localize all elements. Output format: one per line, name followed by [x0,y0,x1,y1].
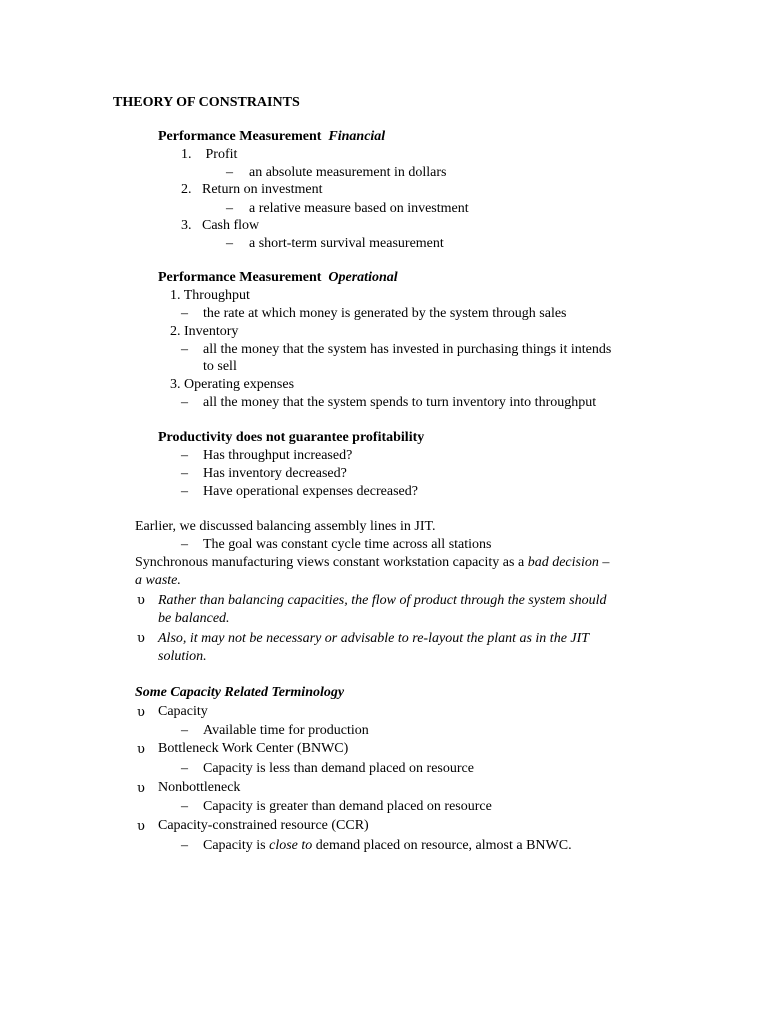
financial-item-label: Profit [205,147,238,162]
dash-marker: – [181,448,188,463]
operational-heading-label: Performance Measurement [158,270,322,285]
financial-item-3 [181,217,259,235]
dash-marker: – [181,761,188,776]
sync-line-2-em: bad decision [527,555,599,570]
operational-item-note-cont: to sell [203,359,237,374]
sync-line-2-pre: Synchronous manufacturing views constant workstation capacity as a [135,555,528,570]
sync-bullet-2b: solution. [158,649,207,664]
productivity-heading: Productivity does not guarantee profitability [158,430,425,445]
bullet-marker: υ [137,819,145,834]
financial-item-label: Cash flow [202,218,260,233]
financial-item-label: Return on investment [202,182,323,197]
financial-item-note: a relative measure based on investment [249,201,469,216]
financial-item-1 [181,146,237,164]
financial-heading [158,128,385,146]
dash-marker: – [226,236,233,251]
dash-marker: – [181,466,188,481]
sync-sub-1: The goal was constant cycle time across all stations [203,537,492,552]
dash-marker: – [226,201,233,216]
operational-item-inventory: 2. Inventory [170,324,239,339]
operational-item-operating-expenses: 3. Operating expenses [170,377,295,392]
sync-line-1: Earlier, we discussed balancing assembly lines in JIT. [135,519,436,534]
operational-item-note: all the money that the system has invested in purchasing things it intends [203,342,612,357]
operational-item-note: all the money that the system spends to turn inventory into throughput [203,395,597,410]
term-nonbottleneck: Nonbottleneck [158,780,241,795]
dash-marker: – [181,799,188,814]
sync-bullet-2a: Also, it may not be necessary or advisable to re-layout the plant as in the JIT [158,631,590,646]
term-desc: Capacity is greater than demand placed on resource [203,799,492,814]
dash-marker: – [181,342,188,357]
dash-marker: – [181,537,188,552]
term-desc-pre: Capacity is [203,838,270,853]
productivity-question: Has throughput increased? [203,448,353,463]
term-capacity: Capacity [158,704,208,719]
page-title: THEORY OF CONSTRAINTS [113,95,300,110]
sync-line-3: a waste. [135,573,181,588]
bullet-marker: υ [137,781,145,796]
terminology-heading: Some Capacity Related Terminology [135,685,345,700]
financial-item-note: an absolute measurement in dollars [249,165,447,180]
term-bnwc: Bottleneck Work Center (BNWC) [158,741,349,756]
dash-marker: – [181,484,188,499]
term-ccr: Capacity-constrained resource (CCR) [158,818,369,833]
sync-bullet-1a: Rather than balancing capacities, the flow of product through the system should [158,593,607,608]
financial-item-number: 2. [181,182,192,197]
bullet-marker: υ [137,631,145,646]
term-desc-post: demand placed on resource, almost a BNWC. [312,838,572,853]
sync-line-2 [135,554,609,572]
operational-heading [158,269,398,287]
dash-marker: – [181,723,188,738]
financial-heading-em: Financial [328,129,386,144]
bullet-marker: υ [137,742,145,757]
term-desc [203,837,572,855]
financial-item-number: 1. [181,147,192,162]
term-desc: Available time for production [203,723,369,738]
term-desc: Capacity is less than demand placed on resource [203,761,474,776]
dash-marker: – [181,838,188,853]
bullet-marker: υ [137,705,145,720]
sync-bullet-1b: be balanced. [158,611,230,626]
operational-item-note: the rate at which money is generated by the system through sales [203,306,567,321]
dash-marker: – [226,165,233,180]
dash-marker: – [181,395,188,410]
productivity-question: Has inventory decreased? [203,466,347,481]
operational-heading-em: Operational [328,270,398,285]
term-desc-em: close to [269,838,313,853]
dash-marker: – [181,306,188,321]
bullet-marker: υ [137,593,145,608]
productivity-question: Have operational expenses decreased? [203,484,418,499]
operational-item-throughput: 1. Throughput [170,288,250,303]
sync-line-2-post: – [598,555,610,570]
financial-item-2 [181,181,323,199]
financial-item-number: 3. [181,218,192,233]
financial-heading-label: Performance Measurement [158,129,322,144]
financial-item-note: a short-term survival measurement [249,236,444,251]
